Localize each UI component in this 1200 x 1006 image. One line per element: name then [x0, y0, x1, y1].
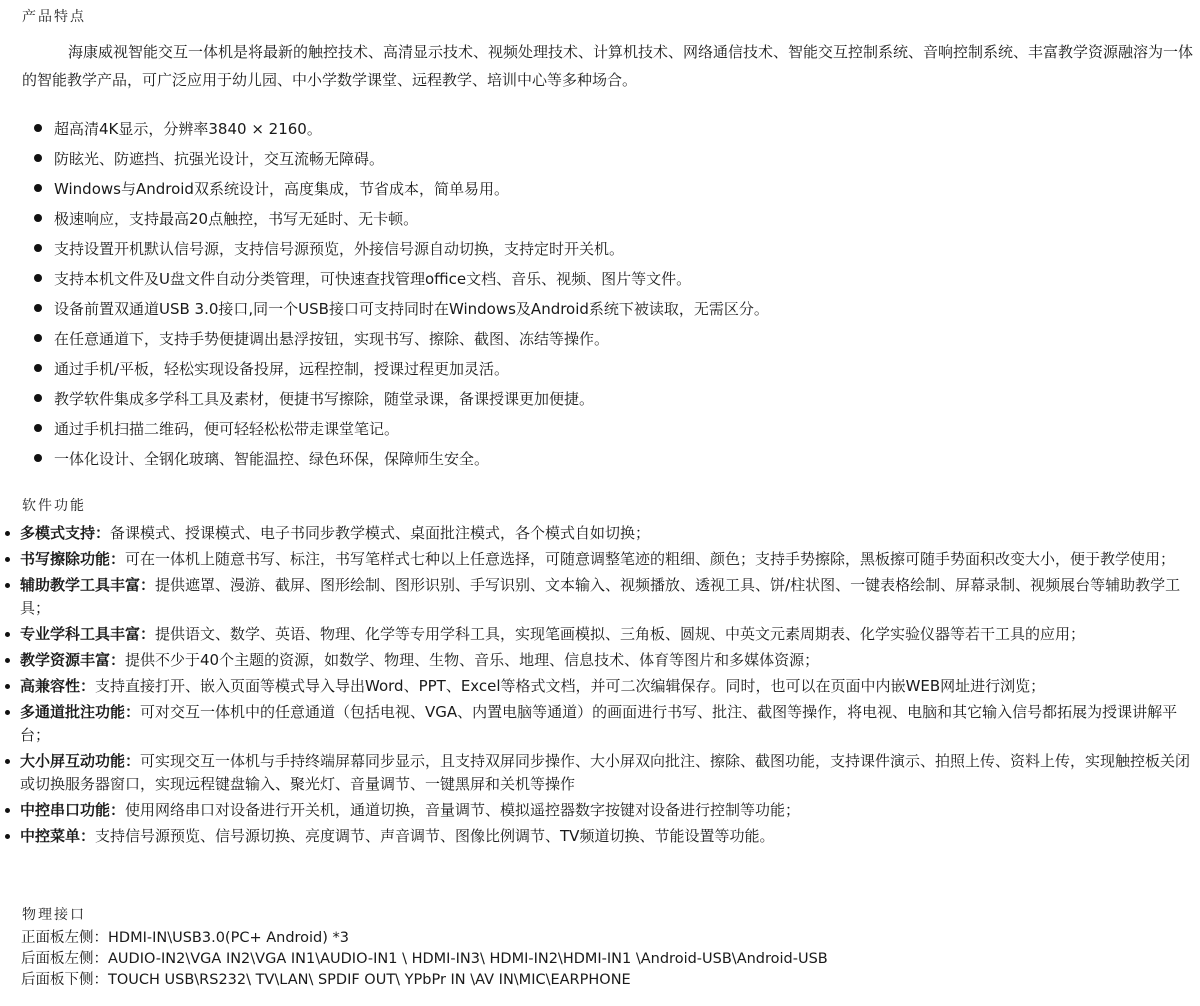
software-item-text: 支持直接打开、嵌入页面等模式导入导出Word、PPT、Excel等格式文档，并可二次编辑保存。同时，也可以在页面中内嵌WEB网址进行浏览；	[95, 677, 1046, 695]
feature-item: 防眩光、防遮挡、抗强光设计，交互流畅无障碍。	[32, 144, 769, 174]
software-item-label: 专业学科工具丰富：	[20, 625, 156, 643]
feature-item: 极速响应，支持最高20点触控，书写无延时、无卡顿。	[32, 204, 769, 234]
product-features-title: 产品特点	[22, 9, 86, 25]
physical-interfaces-list	[21, 928, 828, 991]
software-item	[3, 701, 1198, 747]
physical-interfaces-title: 物理接口	[22, 907, 86, 923]
feature-item: 支持本机文件及U盘文件自动分类管理，可快速查找管理office文档、音乐、视频、图片等文件。	[32, 264, 769, 294]
feature-item: 通过手机/平板，轻松实现设备投屏，远程控制，授课过程更加灵活。	[32, 354, 769, 384]
software-item-text: 备课模式、授课模式、电子书同步教学模式、桌面批注模式，各个模式自如切换；	[110, 524, 651, 542]
software-item-text: 可实现交互一体机与手持终端屏幕同步显示，且支持双屏同步操作、大小屏双向批注、擦除、截图功能，支持课件演示、拍照上传、资料上传，实现触控板关闭或切换服务器窗口，实现远程键盘输入、聚光灯、音量调节、一键黑屏和关机等操作	[20, 752, 1191, 793]
software-item-text: 提供不少于40个主题的资源，如数学、物理、生物、音乐、地理、信息技术、体育等图片和多媒体资源；	[125, 651, 820, 669]
software-item-label: 中控菜单：	[20, 827, 96, 845]
feature-item: 教学软件集成多学科工具及素材，便捷书写擦除，随堂录课，备课授课更加便捷。	[32, 384, 769, 414]
software-item-label: 高兼容性：	[20, 677, 96, 695]
software-features-list	[3, 522, 1198, 851]
software-item-label: 大小屏互动功能：	[20, 752, 141, 770]
software-features-title: 软件功能	[22, 498, 86, 514]
feature-item: 通过手机扫描二维码，便可轻轻松松带走课堂笔记。	[32, 414, 769, 444]
software-item-label: 辅助教学工具丰富：	[20, 576, 156, 594]
software-item-label: 多模式支持：	[20, 524, 111, 542]
software-item-text: 支持信号源预览、信号源切换、亮度调节、声音调节、图像比例调节、TV频道切换、节能设置等功能。	[95, 827, 775, 845]
software-item	[3, 675, 1198, 698]
software-item	[3, 548, 1198, 571]
software-item-text: 使用网络串口对设备进行开关机，通道切换，音量调节、模拟遥控器数字按键对设备进行控制等功能；	[125, 801, 801, 819]
software-item-text: 可在一体机上随意书写、标注，书写笔样式七种以上任意选择，可随意调整笔迹的粗细、颜色；支持手势擦除，黑板擦可随手势面积改变大小，便于教学使用；	[125, 550, 1176, 568]
software-item-label: 书写擦除功能：	[20, 550, 126, 568]
interface-item: 正面板左侧：HDMI-IN\USB3.0(PC+ Android) *3	[21, 930, 350, 946]
software-item-text: 提供语文、数学、英语、物理、化学等专用学科工具，实现笔画模拟、三角板、圆规、中英文元素周期表、化学实验仪器等若干工具的应用；	[155, 625, 1086, 643]
product-intro-paragraph: 海康威视智能交互一体机是将最新的触控技术、高清显示技术、视频处理技术、计算机技术、网络通信技术、智能交互控制系统、音响控制系统、丰富教学资源融溶为一体的智能教学产品，可广泛应用于幼儿园、中小学数学课堂、远程教学、培训中心等多种场合。	[22, 43, 1194, 89]
feature-item: 超高清4K显示，分辨率3840 × 2160。	[32, 114, 769, 144]
feature-item: 设备前置双通道USB 3.0接口,同一个USB接口可支持同时在Windows及Android系统下被读取，无需区分。	[32, 294, 769, 324]
feature-item: 在任意通道下，支持手势便捷调出悬浮按钮，实现书写、擦除、截图、冻结等操作。	[32, 324, 769, 354]
interface-item: 后面板左侧：AUDIO-IN2\VGA IN2\VGA IN1\AUDIO-IN1 \ HDMI-IN3\ HDMI-IN2\HDMI-IN1 \Android-USB\Android-USB	[21, 951, 828, 967]
feature-item: Windows与Android双系统设计，高度集成，节省成本，简单易用。	[32, 174, 769, 204]
software-item-label: 教学资源丰富：	[20, 651, 126, 669]
feature-item: 支持设置开机默认信号源，支持信号源预览，外接信号源自动切换，支持定时开关机。	[32, 234, 769, 264]
software-item	[3, 750, 1198, 796]
software-item-text: 可对交互一体机中的任意通道（包括电视、VGA、内置电脑等通道）的画面进行书写、批注、截图等操作，将电视、电脑和其它输入信号都拓展为授课讲解平台；	[20, 703, 1178, 744]
software-item-label: 中控串口功能：	[20, 801, 126, 819]
feature-item: 一体化设计、全钢化玻璃、智能温控、绿色环保，保障师生安全。	[32, 444, 769, 474]
software-item	[3, 574, 1198, 620]
software-item-label: 多通道批注功能：	[20, 703, 141, 721]
software-item	[3, 623, 1198, 646]
software-item	[3, 522, 1198, 545]
software-item	[3, 825, 1198, 848]
product-features-list	[32, 114, 769, 474]
interface-item: 后面板下侧：TOUCH USB\RS232\ TV\LAN\ SPDIF OUT\ YPbPr IN \AV IN\MIC\EARPHONE	[21, 972, 631, 988]
software-item-text: 提供遮罩、漫游、截屏、图形绘制、图形识别、手写识别、文本输入、视频播放、透视工具、饼/柱状图、一键表格绘制、屏幕录制、视频展台等辅助教学工具；	[20, 576, 1181, 617]
software-item	[3, 799, 1198, 822]
software-item	[3, 649, 1198, 672]
